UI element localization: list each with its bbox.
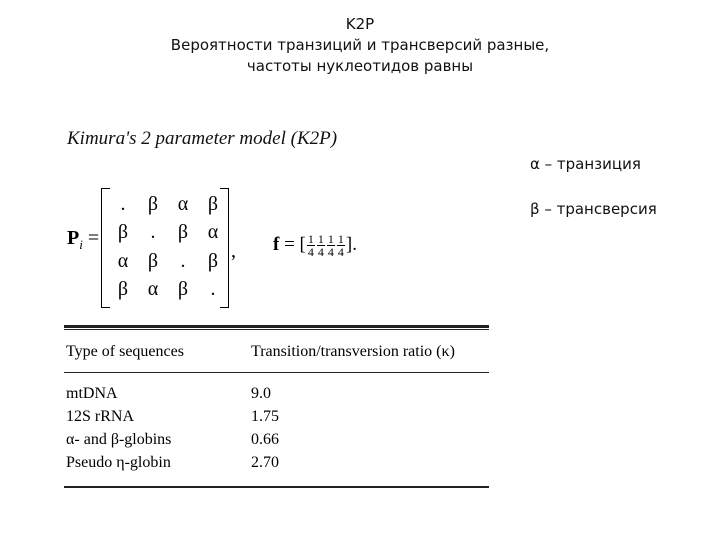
- matrix-cell: .: [180, 249, 186, 272]
- ratio-cell: 2.70: [251, 454, 279, 471]
- matrix-label: [67, 227, 99, 253]
- frequency-symbol: f: [273, 233, 280, 255]
- model-title: Kimura's 2 parameter model (K2P): [67, 128, 338, 149]
- matrix-row: [108, 247, 228, 276]
- frequency-values: [306, 232, 346, 259]
- slide-subtitle-line-1: Вероятности транзиций и трансверсий разные,: [170, 36, 550, 54]
- legend-alpha: α – транзиция: [530, 155, 641, 173]
- fraction-numerator: 1: [317, 232, 324, 246]
- frequency-close-bracket: ].: [345, 233, 357, 255]
- matrix-cell: α: [147, 278, 159, 301]
- matrix-cell: β: [117, 278, 129, 301]
- matrix-cell: β: [207, 192, 219, 215]
- ratio-cell: 0.66: [251, 431, 279, 448]
- fraction-numerator: 1: [307, 232, 314, 246]
- matrix-symbol: P: [67, 227, 80, 249]
- fraction-denominator: 4: [317, 245, 324, 259]
- matrix-cell: .: [210, 278, 216, 301]
- table-top-rule-thin: [64, 329, 489, 330]
- matrix-cell: β: [147, 192, 159, 215]
- table-top-rule: [64, 325, 489, 328]
- fraction-numerator: 1: [337, 232, 344, 246]
- sequence-type-cell: mtDNA: [66, 385, 118, 402]
- frequency-equals: =: [284, 233, 295, 255]
- slide-title: K2P: [345, 15, 375, 33]
- matrix-cell: β: [177, 278, 189, 301]
- column-header-ratio: Transition/transversion ratio (κ): [251, 343, 455, 360]
- matrix-cell: β: [147, 249, 159, 272]
- matrix-cell: β: [117, 221, 129, 244]
- sequence-type-cell: 12S rRNA: [66, 408, 135, 425]
- matrix-cell: .: [150, 221, 156, 244]
- matrix-cell: α: [117, 249, 129, 272]
- matrix-cell: α: [177, 192, 189, 215]
- frequency-fraction: [327, 233, 335, 258]
- matrix-row: [108, 276, 228, 305]
- matrix-cell: α: [207, 221, 219, 244]
- fraction-denominator: 4: [307, 245, 314, 259]
- table-bottom-rule: [64, 486, 489, 488]
- fraction-numerator: 1: [327, 232, 334, 246]
- fraction-denominator: 4: [337, 245, 344, 259]
- matrix-subscript: i: [79, 237, 83, 252]
- matrix-cell: β: [177, 221, 189, 244]
- matrix-right-bracket: [220, 188, 229, 308]
- frequency-fraction: [307, 233, 315, 258]
- frequency-fraction: [337, 233, 345, 258]
- slide-header: [0, 14, 720, 77]
- table-header-rule: [64, 372, 489, 373]
- matrix-cell: .: [120, 192, 126, 215]
- matrix-comma: ,: [231, 240, 236, 262]
- frequency-fraction: [317, 233, 325, 258]
- rate-matrix: [108, 190, 228, 304]
- slide-subtitle-line-2: частоты нуклеотидов равны: [246, 57, 474, 75]
- matrix-cell: β: [207, 249, 219, 272]
- sequence-type-cell: Pseudo η-globin: [66, 454, 171, 471]
- legend-beta: β – трансверсия: [530, 200, 657, 218]
- fraction-denominator: 4: [327, 245, 334, 259]
- sequence-type-cell: α- and β-globins: [66, 431, 172, 448]
- matrix-equals: =: [87, 227, 100, 249]
- ratio-cell: 1.75: [251, 408, 279, 425]
- matrix-row: [108, 190, 228, 219]
- matrix-row: [108, 219, 228, 248]
- column-header-sequence-type: Type of sequences: [66, 343, 184, 360]
- ratio-cell: 9.0: [251, 385, 271, 402]
- frequency-open-bracket: [: [299, 233, 306, 255]
- frequency-vector: [273, 233, 357, 258]
